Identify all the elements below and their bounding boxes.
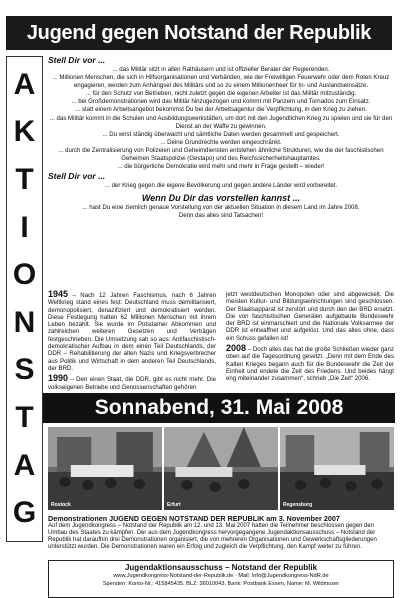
paragraph-text: – Nach 12 Jahren Faschismus, nach 6 Jahren Weltkrieg stand eines fest: Deutschland muss demilitarisiert, demonopolisiert, denazifiziert und demokratisiert werden. Diese Festlegung hatten 62 Millionen Menschen mit ihrem Leben bezahlt. Sie wurde im Potsdamer Abkommen und zahlreichen weiteren Gesetzen und Verträgen festgeschrieben. Die Umsetzung sah so aus: Antifaschistisch-demokratischer Aufbau in dem einen Teil Deutschlands, der DDR – Rehabilitierung der alten Nazis und Kriegsverbrecher aus Politik und Wirtschaft in dem anderen Teil Deutschlands, der BRD. [48,292,216,372]
history-paragraph [48,291,216,372]
intro-line: ... Millionen Menschen, die sich in Hilfsorganisationen und Verbänden, wie der Freiwilligen Feuerwehr oder dem Roten Kreuz engagieren, werden zum Anhängsel des Militärs und so zu einem Millionenheer für In- und Auslandseinsätze. [52,74,390,90]
banner-letter: S [14,353,35,387]
demo-title: Demonstrationen JUGEND GEGEN NOTSTAND DER REPUBLIK am 3. November 2007 [48,514,340,523]
history-column-left [48,291,216,389]
photo-caption: Rostock [51,502,71,508]
event-date-banner: Sonnabend, 31. Mai 2008 [43,393,395,423]
demo-photo-regensburg [280,427,394,510]
intro-line: ... hast Du eine ziemlich genaue Vorstellung von der aktuellen Situation in diesem Land im Jahre 2008. [82,204,360,212]
photo-caption: Erfurt [167,502,181,508]
demo-photo-erfurt [164,427,278,510]
footer-box [48,560,394,598]
page-title: Jugend gegen Notstand der Republik [6,16,392,50]
paragraph-text: jetzt westdeutschen Monopolen oder sind abgewickelt. Die meisten Kultur- und Bildungseinrichtungen sind geschlossen. Der Staatsapparat ist zerstört und durch den der BRD ersetzt. Die von faschistischen Generälen aufgebaute Bundeswehr der BRD ist einmarschiert und die Nationale Volksarmee der DDR ist entwaffnet und aufgelöst. Und das alles ohne, dass ein Schuss gefallen ist! [226,291,394,342]
history-column-right [226,291,394,389]
vertical-aktionstag-banner [6,56,43,542]
history-paragraph [48,375,216,391]
intro-section [48,55,394,287]
year-label: 1990 [48,373,69,384]
intro-line: ... die bürgerliche Demokratie wird mehr und mehr in Frage gestellt – wieder! [117,163,325,171]
intro-line: ... Deine Grundrechte werden eingeschränkt. [160,138,282,146]
crowd-image [48,427,162,510]
section-heading: Wenn Du Dir das vorstellen kannst ... [141,193,301,204]
demo-report [48,514,394,551]
intro-line: ... Du wirst ständig überwacht und sämtliche Daten werden gesammelt und gespeichert. [102,130,340,138]
footer-title: Jugendaktionsausschuss – Notstand der Republik [124,563,318,572]
banner-letter: G [12,496,37,530]
photo-caption: Regensburg [283,502,313,508]
paragraph-text: – Den einen Staat, die DDR, gibt es nicht mehr. Die volkseigenen Betriebe und Genossenschaften gehören [48,376,216,391]
banner-letter: A [13,67,36,101]
paragraph-text: – Doch alles das hat die große Schließen wieder ganz oben auf die Tagesordnung gesetzt. „Denn mit dem Ende des Kalten Krieges begann auch für die Bundeswehr die Zeit der Einheit und endete die Zeit des Friedens. Und beides hängt eng miteinander zusammen“, schrieb „Die Zeit“ 2006. [226,346,394,383]
section-heading: Stell Dir vor ... [48,55,106,65]
section-heading: Stell Dir vor ... [48,171,106,182]
history-paragraph [226,291,394,342]
photo-strip [48,427,394,510]
intro-line: ... statt einem Arbeitsangebot bekommst Du bei der Arbeitsagentur die Verpflichtung, in den Krieg zu ziehen. [75,106,367,114]
main-content [48,55,394,587]
demo-photo-rostock [48,427,162,510]
history-columns [48,291,394,389]
banner-letter: T [15,162,34,196]
intro-line: ... das Militär sitzt in allen Rathäusern und ist offizieller Berater der Regierenden. [112,66,330,73]
year-label: 1945 [48,289,69,299]
banner-letter: K [13,115,36,149]
banner-letter: T [15,400,34,434]
crowd-image [164,427,278,510]
year-label: 2008 [226,343,247,354]
crowd-image [280,427,394,510]
demo-text: Auf dem Jugendkongress – Notstand der Republik am 12. und 13. Mai 2007 hatten die Teilnehmer beschlossen gegen den Umbau des Staates zu kämpfen. Der aus dem Jugendkongress hervorgegangene Jugendaktionsausschuss – Notstand der Republik hat daraufhin drei Demonstrationen organisiert, die von mehreren Organisationen und Gewerkschaftsgliederungen unterstützt wurden. Die Demonstrationen waren ein Erfolg und zugleich die Verpflichtung, den Kampf weiter zu führen. [48,523,377,550]
intro-line: ... der Krieg gegen die eigene Bevölkerung und gegen andere Länder wird vorbereitet. [104,182,338,190]
footer-bank: Spenden: Konto-Nr.: 415845435, BLZ: 36010043, Bank: Postbank Essen, Name: M. Wildmoser [102,580,340,587]
intro-line: ... für den Schutz von Betrieben, nicht zuletzt gegen die eigenen Arbeiter ist das Militär mitzuständig. [85,90,357,98]
banner-letter: O [12,258,37,292]
intro-line: ... das Militär kommt in die Schulen und Ausbildungswerkstätten, um dort mit den Jugendlichen Krieg zu spielen und sie für den Dienst an der Waffe zu gewinnen. [49,114,393,130]
intro-line: ... durch die Zentralisierung von Polizeien und Geheimdiensten entstehen ähnliche Strukturen, wie die der faschistischen Geheimen Staatspolizei (Gestapo) und des Reichssicherheitshauptamtes. [58,146,384,163]
intro-line: Denn das alles sind Tatsachen! [178,212,264,220]
banner-letter: N [13,305,36,339]
history-paragraph [226,345,394,382]
footer-contact: www.Jugendkongress-Notstand-der-Republik.de · Mail: Info@Jugendkongress-NdR.de [113,573,329,579]
banner-letter: I [20,210,29,244]
intro-line: ... bei Großdemonstrationen wird das Militär hinzugezogen und kommt mit Panzern und Tornados zum Einsatz. [71,98,371,106]
banner-letter: A [13,448,36,482]
